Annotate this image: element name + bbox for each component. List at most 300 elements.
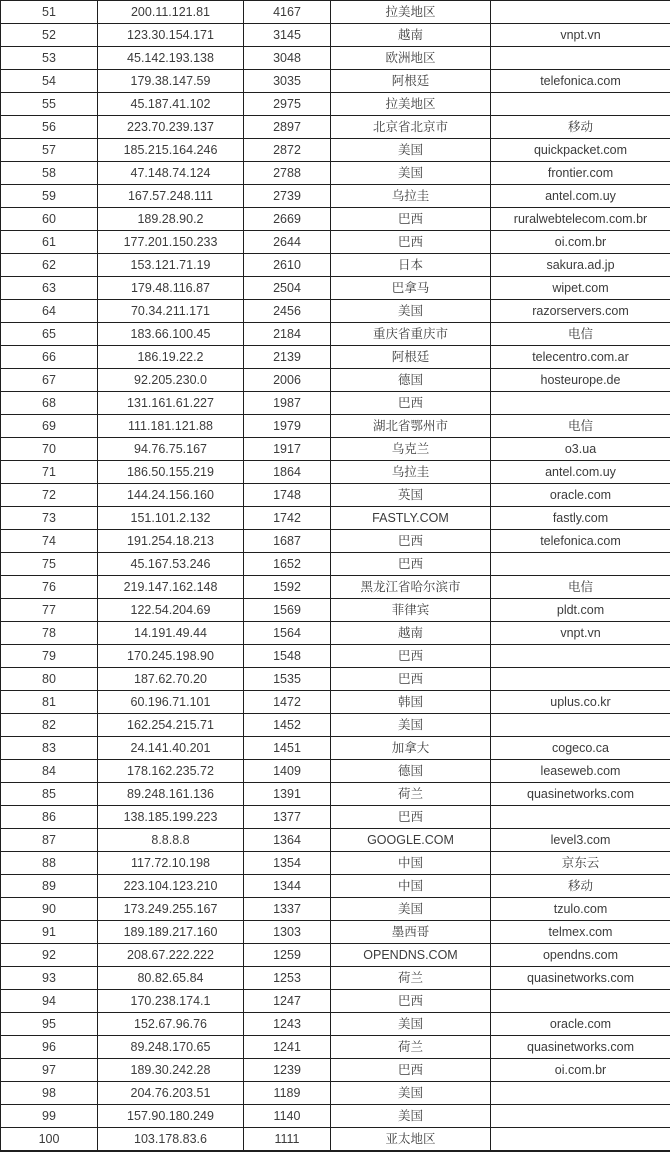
rank-cell: 88 <box>1 852 98 875</box>
location-cell: 巴西 <box>331 208 491 231</box>
table-row <box>1 1105 670 1128</box>
table-row <box>1 1036 670 1059</box>
location-cell: 英国 <box>331 484 491 507</box>
provider-cell: antel.com.uy <box>491 461 670 484</box>
count-cell: 1451 <box>244 737 331 760</box>
table-row <box>1 599 670 622</box>
provider-cell <box>491 47 670 70</box>
ip-address-cell: 177.201.150.233 <box>98 231 244 254</box>
provider-cell: oracle.com <box>491 484 670 507</box>
ip-address-cell: 186.50.155.219 <box>98 461 244 484</box>
ip-address-cell: 185.215.164.246 <box>98 139 244 162</box>
table-row <box>1 990 670 1013</box>
rank-cell: 77 <box>1 599 98 622</box>
rank-cell: 66 <box>1 346 98 369</box>
provider-cell: 移动 <box>491 875 670 898</box>
provider-cell: sakura.ad.jp <box>491 254 670 277</box>
location-cell: 荷兰 <box>331 1036 491 1059</box>
provider-cell <box>491 806 670 829</box>
location-cell: 巴西 <box>331 553 491 576</box>
table-row <box>1 438 670 461</box>
table-row <box>1 852 670 875</box>
location-cell: 日本 <box>331 254 491 277</box>
count-cell: 2610 <box>244 254 331 277</box>
table-row <box>1 277 670 300</box>
location-cell: 美国 <box>331 300 491 323</box>
rank-cell: 72 <box>1 484 98 507</box>
location-cell: 拉美地区 <box>331 93 491 116</box>
table-row <box>1 507 670 530</box>
count-cell: 1337 <box>244 898 331 921</box>
provider-cell: pldt.com <box>491 599 670 622</box>
provider-cell: vnpt.vn <box>491 622 670 645</box>
count-cell: 1564 <box>244 622 331 645</box>
count-cell: 1111 <box>244 1128 331 1152</box>
provider-cell: frontier.com <box>491 162 670 185</box>
ip-address-cell: 204.76.203.51 <box>98 1082 244 1105</box>
ip-address-cell: 117.72.10.198 <box>98 852 244 875</box>
provider-cell: 移动 <box>491 116 670 139</box>
location-cell: 美国 <box>331 1082 491 1105</box>
location-cell: 阿根廷 <box>331 70 491 93</box>
rank-cell: 96 <box>1 1036 98 1059</box>
ip-address-cell: 60.196.71.101 <box>98 691 244 714</box>
rank-cell: 83 <box>1 737 98 760</box>
table-row <box>1 760 670 783</box>
location-cell: 湖北省鄂州市 <box>331 415 491 438</box>
table-body <box>1 1 670 1152</box>
count-cell: 1243 <box>244 1013 331 1036</box>
rank-cell: 100 <box>1 1128 98 1152</box>
table-row <box>1 967 670 990</box>
table-row <box>1 553 670 576</box>
count-cell: 2739 <box>244 185 331 208</box>
location-cell: 乌克兰 <box>331 438 491 461</box>
count-cell: 1241 <box>244 1036 331 1059</box>
location-cell: 美国 <box>331 898 491 921</box>
ip-address-cell: 223.70.239.137 <box>98 116 244 139</box>
location-cell: 德国 <box>331 760 491 783</box>
count-cell: 1354 <box>244 852 331 875</box>
location-cell: OPENDNS.COM <box>331 944 491 967</box>
location-cell: 菲律宾 <box>331 599 491 622</box>
table-row <box>1 898 670 921</box>
rank-cell: 69 <box>1 415 98 438</box>
count-cell: 1472 <box>244 691 331 714</box>
table-row <box>1 944 670 967</box>
table-row <box>1 691 670 714</box>
table-row <box>1 622 670 645</box>
provider-cell: wipet.com <box>491 277 670 300</box>
location-cell: 美国 <box>331 1013 491 1036</box>
ip-address-cell: 122.54.204.69 <box>98 599 244 622</box>
rank-cell: 74 <box>1 530 98 553</box>
provider-cell: opendns.com <box>491 944 670 967</box>
rank-cell: 85 <box>1 783 98 806</box>
count-cell: 3145 <box>244 24 331 47</box>
table-row <box>1 116 670 139</box>
ip-address-cell: 153.121.71.19 <box>98 254 244 277</box>
provider-cell: 京东云 <box>491 852 670 875</box>
provider-cell <box>491 1128 670 1152</box>
ip-address-cell: 94.76.75.167 <box>98 438 244 461</box>
ip-address-cell: 89.248.170.65 <box>98 1036 244 1059</box>
rank-cell: 90 <box>1 898 98 921</box>
rank-cell: 80 <box>1 668 98 691</box>
table-row <box>1 346 670 369</box>
ip-address-cell: 123.30.154.171 <box>98 24 244 47</box>
table-row <box>1 70 670 93</box>
provider-cell <box>491 1105 670 1128</box>
count-cell: 1259 <box>244 944 331 967</box>
location-cell: 欧洲地区 <box>331 47 491 70</box>
rank-cell: 52 <box>1 24 98 47</box>
rank-cell: 86 <box>1 806 98 829</box>
location-cell: GOOGLE.COM <box>331 829 491 852</box>
location-cell: 中国 <box>331 875 491 898</box>
ip-address-cell: 179.38.147.59 <box>98 70 244 93</box>
provider-cell: telmex.com <box>491 921 670 944</box>
location-cell: 墨西哥 <box>331 921 491 944</box>
provider-cell <box>491 990 670 1013</box>
count-cell: 1548 <box>244 645 331 668</box>
provider-cell: oracle.com <box>491 1013 670 1036</box>
provider-cell <box>491 1 670 24</box>
rank-cell: 91 <box>1 921 98 944</box>
rank-cell: 61 <box>1 231 98 254</box>
rank-cell: 60 <box>1 208 98 231</box>
count-cell: 1687 <box>244 530 331 553</box>
location-cell: 巴西 <box>331 806 491 829</box>
rank-cell: 97 <box>1 1059 98 1082</box>
rank-cell: 89 <box>1 875 98 898</box>
provider-cell <box>491 93 670 116</box>
count-cell: 1253 <box>244 967 331 990</box>
provider-cell: 电信 <box>491 576 670 599</box>
ip-address-cell: 45.167.53.246 <box>98 553 244 576</box>
ip-address-cell: 70.34.211.171 <box>98 300 244 323</box>
provider-cell: oi.com.br <box>491 1059 670 1082</box>
location-cell: 美国 <box>331 714 491 737</box>
table-row <box>1 1 670 24</box>
rank-cell: 84 <box>1 760 98 783</box>
rank-cell: 98 <box>1 1082 98 1105</box>
location-cell: 黑龙江省哈尔滨市 <box>331 576 491 599</box>
provider-cell: ruralwebtelecom.com.br <box>491 208 670 231</box>
location-cell: 加拿大 <box>331 737 491 760</box>
ip-address-cell: 89.248.161.136 <box>98 783 244 806</box>
rank-cell: 78 <box>1 622 98 645</box>
provider-cell: tzulo.com <box>491 898 670 921</box>
count-cell: 2975 <box>244 93 331 116</box>
provider-cell: 电信 <box>491 323 670 346</box>
provider-cell: telecentro.com.ar <box>491 346 670 369</box>
location-cell: 荷兰 <box>331 783 491 806</box>
rank-cell: 95 <box>1 1013 98 1036</box>
count-cell: 1742 <box>244 507 331 530</box>
table-row <box>1 323 670 346</box>
ip-address-cell: 170.238.174.1 <box>98 990 244 1013</box>
provider-cell: razorservers.com <box>491 300 670 323</box>
provider-cell <box>491 553 670 576</box>
count-cell: 2006 <box>244 369 331 392</box>
ip-address-cell: 170.245.198.90 <box>98 645 244 668</box>
ip-address-cell: 45.187.41.102 <box>98 93 244 116</box>
location-cell: 巴拿马 <box>331 277 491 300</box>
ip-address-cell: 189.189.217.160 <box>98 921 244 944</box>
table-row <box>1 806 670 829</box>
location-cell: 巴西 <box>331 530 491 553</box>
ip-address-cell: 138.185.199.223 <box>98 806 244 829</box>
ip-address-cell: 131.161.61.227 <box>98 392 244 415</box>
table-row <box>1 783 670 806</box>
rank-cell: 93 <box>1 967 98 990</box>
provider-cell: hosteurope.de <box>491 369 670 392</box>
rank-cell: 99 <box>1 1105 98 1128</box>
table-row <box>1 921 670 944</box>
count-cell: 4167 <box>244 1 331 24</box>
rank-cell: 55 <box>1 93 98 116</box>
rank-cell: 53 <box>1 47 98 70</box>
provider-cell: vnpt.vn <box>491 24 670 47</box>
location-cell: 韩国 <box>331 691 491 714</box>
count-cell: 1452 <box>244 714 331 737</box>
count-cell: 1409 <box>244 760 331 783</box>
table-row <box>1 47 670 70</box>
ip-address-cell: 208.67.222.222 <box>98 944 244 967</box>
table-row <box>1 829 670 852</box>
ip-address-cell: 152.67.96.76 <box>98 1013 244 1036</box>
rank-cell: 51 <box>1 1 98 24</box>
ip-address-cell: 144.24.156.160 <box>98 484 244 507</box>
location-cell: 巴西 <box>331 1059 491 1082</box>
ip-address-cell: 173.249.255.167 <box>98 898 244 921</box>
location-cell: 巴西 <box>331 668 491 691</box>
provider-cell: telefonica.com <box>491 530 670 553</box>
ip-address-cell: 178.162.235.72 <box>98 760 244 783</box>
count-cell: 2788 <box>244 162 331 185</box>
provider-cell <box>491 1082 670 1105</box>
table-row <box>1 300 670 323</box>
table-row <box>1 1013 670 1036</box>
count-cell: 1303 <box>244 921 331 944</box>
table-row <box>1 875 670 898</box>
table-row <box>1 1128 670 1152</box>
table-row <box>1 484 670 507</box>
count-cell: 1569 <box>244 599 331 622</box>
provider-cell: quasinetworks.com <box>491 783 670 806</box>
ip-address-cell: 45.142.193.138 <box>98 47 244 70</box>
rank-cell: 56 <box>1 116 98 139</box>
rank-cell: 64 <box>1 300 98 323</box>
table-row <box>1 645 670 668</box>
ip-address-cell: 183.66.100.45 <box>98 323 244 346</box>
table-row <box>1 737 670 760</box>
rank-cell: 58 <box>1 162 98 185</box>
count-cell: 3035 <box>244 70 331 93</box>
provider-cell: quasinetworks.com <box>491 967 670 990</box>
provider-cell: uplus.co.kr <box>491 691 670 714</box>
count-cell: 2644 <box>244 231 331 254</box>
rank-cell: 70 <box>1 438 98 461</box>
location-cell: 越南 <box>331 622 491 645</box>
rank-cell: 73 <box>1 507 98 530</box>
count-cell: 1864 <box>244 461 331 484</box>
table-row <box>1 530 670 553</box>
table-row <box>1 1082 670 1105</box>
location-cell: 德国 <box>331 369 491 392</box>
rank-cell: 57 <box>1 139 98 162</box>
ip-address-cell: 47.148.74.124 <box>98 162 244 185</box>
count-cell: 1987 <box>244 392 331 415</box>
ip-address-cell: 8.8.8.8 <box>98 829 244 852</box>
ip-address-cell: 189.30.242.28 <box>98 1059 244 1082</box>
table-row <box>1 254 670 277</box>
rank-cell: 94 <box>1 990 98 1013</box>
rank-cell: 59 <box>1 185 98 208</box>
provider-cell: o3.ua <box>491 438 670 461</box>
location-cell: 荷兰 <box>331 967 491 990</box>
rank-cell: 79 <box>1 645 98 668</box>
rank-cell: 92 <box>1 944 98 967</box>
location-cell: 巴西 <box>331 990 491 1013</box>
ip-address-cell: 200.11.121.81 <box>98 1 244 24</box>
ip-address-cell: 223.104.123.210 <box>98 875 244 898</box>
table-row <box>1 208 670 231</box>
location-cell: 北京省北京市 <box>331 116 491 139</box>
provider-cell: oi.com.br <box>491 231 670 254</box>
location-cell: 乌拉圭 <box>331 185 491 208</box>
count-cell: 2872 <box>244 139 331 162</box>
rank-cell: 87 <box>1 829 98 852</box>
rank-cell: 71 <box>1 461 98 484</box>
ip-address-cell: 219.147.162.148 <box>98 576 244 599</box>
location-cell: 拉美地区 <box>331 1 491 24</box>
ip-address-cell: 162.254.215.71 <box>98 714 244 737</box>
ip-address-cell: 92.205.230.0 <box>98 369 244 392</box>
table-row <box>1 415 670 438</box>
table-row <box>1 576 670 599</box>
ip-address-cell: 179.48.116.87 <box>98 277 244 300</box>
table-row <box>1 392 670 415</box>
provider-cell: leaseweb.com <box>491 760 670 783</box>
provider-cell <box>491 668 670 691</box>
location-cell: 巴西 <box>331 392 491 415</box>
rank-cell: 82 <box>1 714 98 737</box>
table-row <box>1 139 670 162</box>
table-row <box>1 185 670 208</box>
location-cell: 越南 <box>331 24 491 47</box>
rank-cell: 62 <box>1 254 98 277</box>
ip-address-cell: 111.181.121.88 <box>98 415 244 438</box>
provider-cell: fastly.com <box>491 507 670 530</box>
count-cell: 1189 <box>244 1082 331 1105</box>
rank-cell: 65 <box>1 323 98 346</box>
count-cell: 1391 <box>244 783 331 806</box>
provider-cell: level3.com <box>491 829 670 852</box>
provider-cell: cogeco.ca <box>491 737 670 760</box>
count-cell: 1247 <box>244 990 331 1013</box>
provider-cell: antel.com.uy <box>491 185 670 208</box>
count-cell: 1140 <box>244 1105 331 1128</box>
provider-cell <box>491 392 670 415</box>
rank-cell: 67 <box>1 369 98 392</box>
ip-address-cell: 191.254.18.213 <box>98 530 244 553</box>
ip-address-cell: 103.178.83.6 <box>98 1128 244 1152</box>
count-cell: 1239 <box>244 1059 331 1082</box>
location-cell: 美国 <box>331 162 491 185</box>
provider-cell: telefonica.com <box>491 70 670 93</box>
rank-cell: 76 <box>1 576 98 599</box>
location-cell: 重庆省重庆市 <box>331 323 491 346</box>
count-cell: 1535 <box>244 668 331 691</box>
ip-address-cell: 151.101.2.132 <box>98 507 244 530</box>
count-cell: 2504 <box>244 277 331 300</box>
count-cell: 1377 <box>244 806 331 829</box>
count-cell: 2139 <box>244 346 331 369</box>
table-row <box>1 668 670 691</box>
provider-cell <box>491 645 670 668</box>
count-cell: 1592 <box>244 576 331 599</box>
ip-address-cell: 189.28.90.2 <box>98 208 244 231</box>
ip-address-cell: 187.62.70.20 <box>98 668 244 691</box>
table-row <box>1 93 670 116</box>
location-cell: 巴西 <box>331 645 491 668</box>
count-cell: 2456 <box>244 300 331 323</box>
table-row <box>1 369 670 392</box>
location-cell: 美国 <box>331 1105 491 1128</box>
count-cell: 1917 <box>244 438 331 461</box>
count-cell: 3048 <box>244 47 331 70</box>
location-cell: 巴西 <box>331 231 491 254</box>
count-cell: 1652 <box>244 553 331 576</box>
count-cell: 1748 <box>244 484 331 507</box>
location-cell: 阿根廷 <box>331 346 491 369</box>
provider-cell <box>491 714 670 737</box>
ip-address-cell: 157.90.180.249 <box>98 1105 244 1128</box>
ip-address-cell: 186.19.22.2 <box>98 346 244 369</box>
rank-cell: 81 <box>1 691 98 714</box>
ip-address-cell: 167.57.248.111 <box>98 185 244 208</box>
count-cell: 2669 <box>244 208 331 231</box>
location-cell: 美国 <box>331 139 491 162</box>
count-cell: 1364 <box>244 829 331 852</box>
location-cell: 乌拉圭 <box>331 461 491 484</box>
ip-address-cell: 24.141.40.201 <box>98 737 244 760</box>
rank-cell: 63 <box>1 277 98 300</box>
provider-cell: 电信 <box>491 415 670 438</box>
table-row <box>1 461 670 484</box>
ip-address-cell: 80.82.65.84 <box>98 967 244 990</box>
location-cell: 亚太地区 <box>331 1128 491 1152</box>
location-cell: 中国 <box>331 852 491 875</box>
ip-address-cell: 14.191.49.44 <box>98 622 244 645</box>
provider-cell: quasinetworks.com <box>491 1036 670 1059</box>
count-cell: 2897 <box>244 116 331 139</box>
location-cell: FASTLY.COM <box>331 507 491 530</box>
table-row <box>1 714 670 737</box>
count-cell: 1979 <box>244 415 331 438</box>
table-row <box>1 1059 670 1082</box>
count-cell: 2184 <box>244 323 331 346</box>
count-cell: 1344 <box>244 875 331 898</box>
provider-cell: quickpacket.com <box>491 139 670 162</box>
table-row <box>1 24 670 47</box>
rank-cell: 68 <box>1 392 98 415</box>
rank-cell: 54 <box>1 70 98 93</box>
table-row <box>1 231 670 254</box>
rank-cell: 75 <box>1 553 98 576</box>
